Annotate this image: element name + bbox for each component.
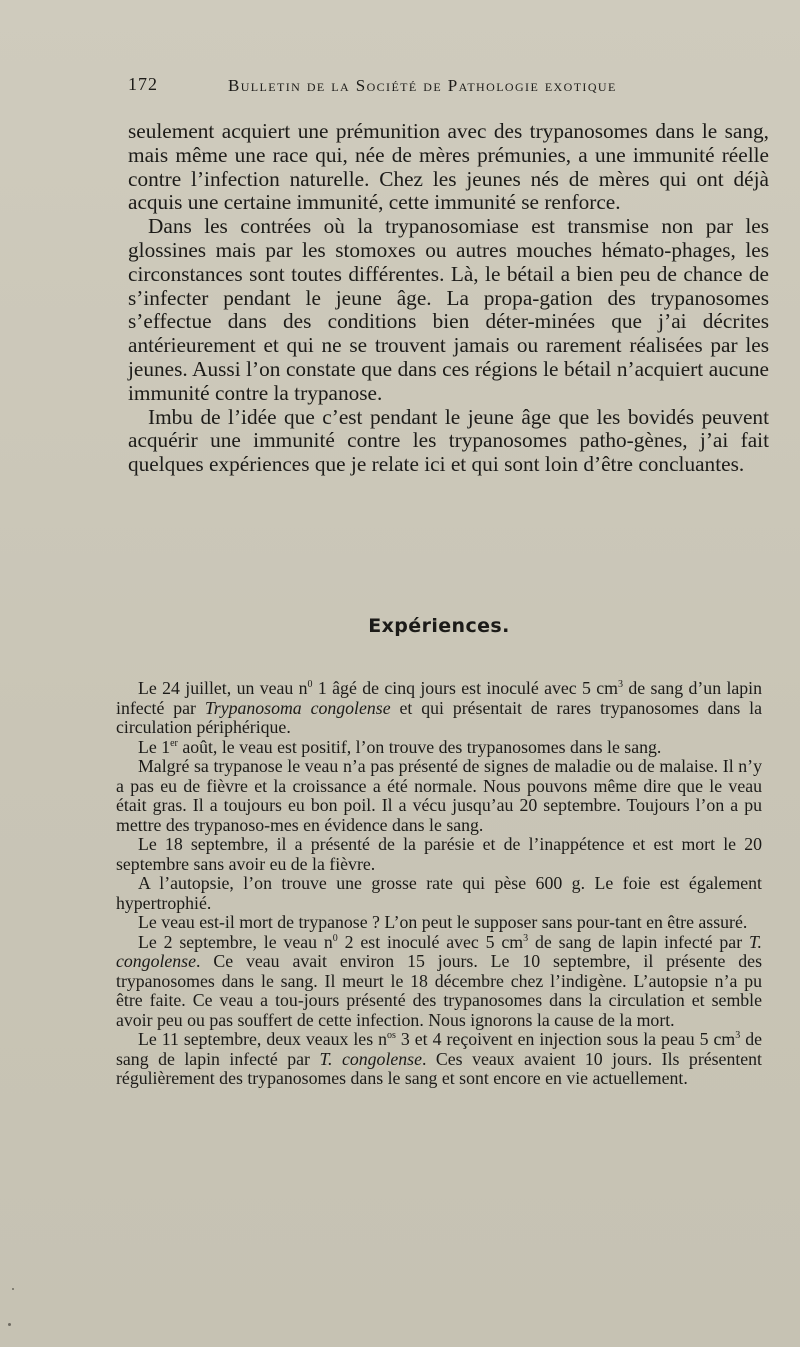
- species-name: T. congolense: [319, 1048, 422, 1069]
- paragraph: [116, 1030, 762, 1089]
- section-title: Expériences.: [368, 615, 510, 637]
- text-run: Le 11 septembre, deux veaux les n: [138, 1029, 388, 1049]
- text-run: . Ces veaux avaient 10 jours. Ils présentent régulièrement des trypanosomes dans le sang et sont encore en vie actuellement.: [116, 1048, 762, 1088]
- paragraph: Imbu de l’idée que c’est pendant le jeune âge que les bovidés peuvent acquérir une immunité contre les trypanosomes patho-gènes, j’ai fait quelques expériences que je relate ici et qui sont loin d’être concluantes.: [128, 404, 769, 477]
- text-run: et qui présentait de rares trypanosomes dans la circulation périphérique.: [116, 697, 762, 737]
- paragraph: Le 18 septembre, il a présenté de la parésie et de l’inappétence et est mort le 20 septembre sans avoir eu de la fièvre.: [116, 834, 762, 874]
- experiments-text: [116, 679, 762, 1089]
- running-title: Bulletin de la Société de Pathologie exotique: [228, 76, 617, 95]
- text-run: Le 2 septembre, le veau n: [138, 931, 333, 952]
- superscript: 3: [735, 1030, 741, 1042]
- text-run: 3 et 4 reçoivent en injection sous la peau 5 cm: [395, 1029, 736, 1049]
- superscript: os: [387, 1030, 396, 1042]
- text-run: de sang de lapin infecté par: [528, 931, 749, 952]
- intro-text: [128, 120, 769, 477]
- text-run: 2 est inoculé avec 5 cm: [337, 931, 524, 952]
- superscript: er: [170, 737, 178, 749]
- paragraph: [116, 679, 762, 738]
- text-run: août, le veau est positif, l’on trouve des trypanosomes dans le sang.: [177, 736, 662, 757]
- superscript: 0: [332, 932, 338, 944]
- superscript: 3: [523, 932, 529, 944]
- superscript: 0: [307, 679, 313, 691]
- paragraph: seulement acquiert une prémunition avec des trypanosomes dans le sang, mais même une race qui, née de mères prémunies, a une immunité réelle contre l’infection naturelle. Chez les jeunes nés de mères qui ont déjà acquis une certaine immunité, cette immunité se renforce.: [128, 119, 769, 215]
- paper-fleck: [12, 1288, 14, 1290]
- text-run: Le 1: [138, 736, 171, 757]
- species-name: Trypanosoma congolense: [204, 697, 391, 718]
- running-header: [128, 74, 668, 104]
- paragraph: A l’autopsie, l’on trouve une grosse rate qui pèse 600 g. Le foie est également hypertrophié.: [116, 873, 762, 913]
- text-run: de sang de lapin infecté par: [116, 1029, 763, 1069]
- text-run: 1 âgé de cinq jours est inoculé avec 5 cm: [312, 678, 619, 698]
- superscript: 3: [618, 679, 624, 691]
- paper-fleck: [8, 1323, 11, 1326]
- paragraph: Dans les contrées où la trypanosomiase est transmise non par les glossines mais par les stomoxes ou autres mouches hémato-phages, les circonstances sont toutes différentes. Là, le bétail a bien peu de chance de s’infecter pendant le jeune âge. La propa-gation des trypanosomes s’effectue dans des conditions bien déter-minées que j’ai décrites antérieurement et qui ne se trouvent jamais ou rarement réalisées par les jeunes. Aussi l’on constate que dans ces régions le bétail n’acquiert aucune immunité contre la trypanose.: [128, 214, 769, 405]
- paragraph: Malgré sa trypanose le veau n’a pas présenté de signes de maladie ou de malaise. Il n’y a pas eu de fièvre et la croissance a été normale. Nous pouvons même dire que le veau était gras. Il a toujours eu bon poil. Il a vécu jusqu’au 20 septembre. Toujours l’on a pu mettre des trypanoso-mes en évidence dans le sang.: [116, 756, 762, 835]
- text-run: de sang d’un lapin infecté par: [116, 678, 763, 718]
- text-run: Le 24 juillet, un veau n: [138, 678, 308, 698]
- paragraph: [116, 738, 762, 758]
- species-name: T. congolense: [116, 931, 762, 971]
- text-run: . Ce veau avait environ 15 jours. Le 10 septembre, il présente des trypanosomes dans le sang. Il meurt le 18 décembre chez l’indigène. L’autopsie n’a pu être faite. Ce veau a tou-jours présenté des trypanosomes dans la circulation et semble avoir peu ou pas souffert de cette infection. Nous ignorons la cause de la mort.: [116, 951, 762, 1030]
- page-number: 172: [128, 74, 158, 94]
- paragraph: Le veau est-il mort de trypanose ? L’on peut le supposer sans pour-tant en être assuré.: [138, 912, 748, 932]
- paragraph: [116, 933, 762, 1031]
